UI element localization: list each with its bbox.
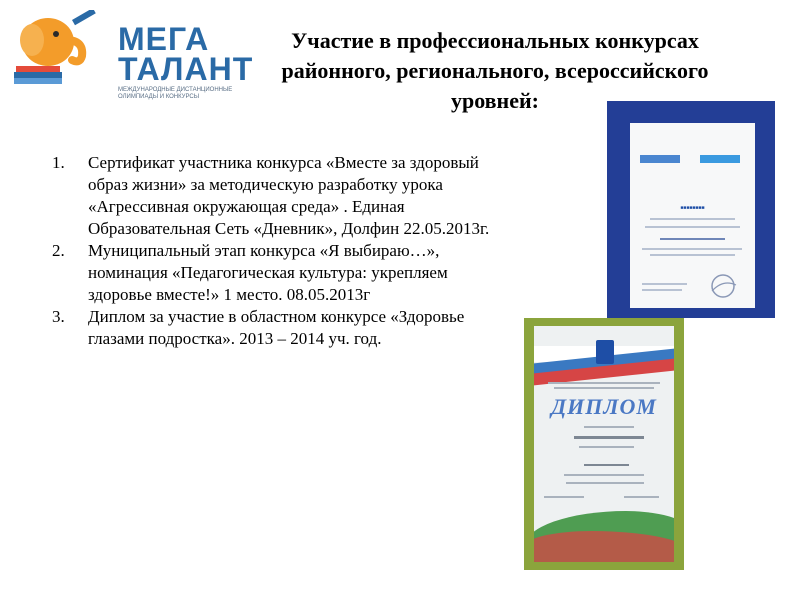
diploma-image	[524, 318, 684, 570]
list-item-text: Муниципальный этап конкурса «Я выбираю…», номинация «Педагогическая культура: укрепляем здоровье вместе!» 1 место. 08.05.2013г	[88, 241, 448, 304]
certificate-image	[607, 101, 775, 318]
certificate-paper	[630, 123, 755, 308]
certificate-logos-icon	[640, 153, 745, 167]
elephant-logo-icon	[10, 10, 100, 90]
list-item-text: Сертификат участника конкурса «Вместе за здоровый образ жизни» за методическую разработку урока «Агрессивная окружающая среда» . Единая Образовательная Сеть «Дневник», Долфин 22.05.2013г.	[88, 153, 490, 238]
list-item	[52, 306, 497, 350]
coat-of-arms-icon	[596, 340, 614, 364]
page-title: Участие в профессиональных конкурсах районного, регионального, всероссийского уровней:	[281, 28, 709, 113]
logo-title-line2: ТАЛАНТ	[118, 51, 254, 87]
diploma-heading: ДИПЛОМ	[551, 394, 657, 419]
list-item-text: Диплом за участие в областном конкурсе «Здоровье глазами подростка». 2013 – 2014 уч. год.	[88, 307, 465, 348]
list-item	[52, 240, 497, 306]
certificate-heading: ■■■■■■■■	[680, 205, 705, 211]
list-item	[52, 152, 497, 240]
megatalant-logo	[10, 10, 254, 100]
diploma-paper	[534, 326, 674, 562]
stamp-icon	[708, 273, 738, 299]
list-item-number: 2.	[52, 241, 65, 260]
list-item-number: 1.	[52, 153, 65, 172]
logo-title-line1: МЕГА	[118, 21, 210, 57]
logo-subtitle: МЕЖДУНАРОДНЫЕ ДИСТАНЦИОННЫЕ ОЛИМПИАДЫ И КОНКУРСЫ	[118, 87, 233, 100]
achievements-list	[52, 152, 497, 350]
list-item-number: 3.	[52, 307, 65, 326]
